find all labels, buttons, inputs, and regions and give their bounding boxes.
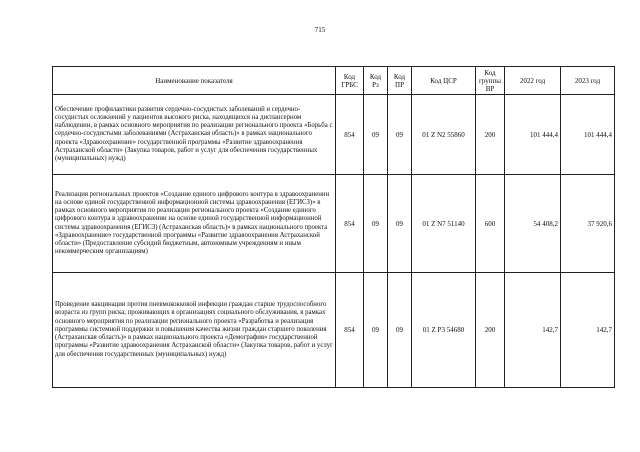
header-name: Наименование показателя — [53, 67, 336, 95]
header-rz: Код Рз — [364, 67, 388, 95]
row-grbs: 854 — [336, 273, 364, 388]
header-2022: 2022 год — [505, 67, 561, 95]
row-pr: 09 — [388, 175, 412, 273]
row-2022: 54 408,2 — [505, 175, 561, 273]
row-grbs: 854 — [336, 95, 364, 175]
header-vr: Код группы ВР — [476, 67, 505, 95]
row-rz: 09 — [364, 175, 388, 273]
row-grbs: 854 — [336, 175, 364, 273]
header-pr: Код ПР — [388, 67, 412, 95]
page-number: 715 — [314, 26, 326, 34]
header-grbs: Код ГРБС — [336, 67, 364, 95]
row-pr: 09 — [388, 273, 412, 388]
table-header-row — [53, 67, 615, 95]
row-csr: 01 Z N7 51140 — [412, 175, 476, 273]
table-row — [53, 175, 615, 273]
row-2023: 101 444,4 — [561, 95, 615, 175]
row-name: Проведение вакцинации против пневмококковой инфекции граждан старше трудоспособного возраста из групп риска, проживающих в организациях социального обслуживания, в рамках основного мероприятия по реализации регионального проекта «Разработка и реализация программы системной поддержки и повышения качества жизни граждан старшего поколения (Астраханская область)» в рамках национального проекта «Демография» государственной программы «Развитие здравоохранения Астраханской области» (Закупка товаров, работ и услуг для обеспечения государственных (муниципальных) нужд) — [53, 273, 336, 388]
row-vr: 600 — [476, 175, 505, 273]
row-2022: 101 444,4 — [505, 95, 561, 175]
row-csr: 01 Z N2 55860 — [412, 95, 476, 175]
budget-table — [52, 66, 615, 388]
header-2023: 2023 год — [561, 67, 615, 95]
row-2022: 142,7 — [505, 273, 561, 388]
row-rz: 09 — [364, 273, 388, 388]
row-vr: 200 — [476, 95, 505, 175]
row-2023: 142,7 — [561, 273, 615, 388]
table-row — [53, 95, 615, 175]
row-csr: 01 Z P3 54680 — [412, 273, 476, 388]
header-csr: Код ЦСР — [412, 67, 476, 95]
row-vr: 200 — [476, 273, 505, 388]
row-name: Реализация региональных проектов «Создание единого цифрового контура в здравоохранении на основе единой государственной информационной системы здравоохранения (ЕГИСЗ)» в рамках основного мероприятия по реализации регионального проекта «Создание единого цифрового контура в здравоохранении на основе единой государственной информационной системы здравоохранения (ЕГИСЗ) (Астраханская область)» в рамках национального проекта «Здравоохранение» государственной программы «Развитие здравоохранения Астраханской области» (Предоставление субсидий бюджетным, автономным учреждениям и иным некоммерческим организациям) — [53, 175, 336, 273]
row-rz: 09 — [364, 95, 388, 175]
row-name: Обеспечение профилактики развития сердечно-сосудистых заболеваний и сердечно-сосудистых осложнений у пациентов высокого риска, находящихся на диспансерном наблюдении, в рамках основного мероприятия по реализации регионального проекта «Борьба с сердечно-сосудистыми заболеваниями (Астраханская область)» в рамках национального проекта «Здравоохранение» государственной программы «Развитие здравоохранения Астраханской области» (Закупка товаров, работ и услуг для обеспечения государственных (муниципальных) нужд) — [53, 95, 336, 175]
table-row — [53, 273, 615, 388]
row-2023: 37 920,6 — [561, 175, 615, 273]
row-pr: 09 — [388, 95, 412, 175]
